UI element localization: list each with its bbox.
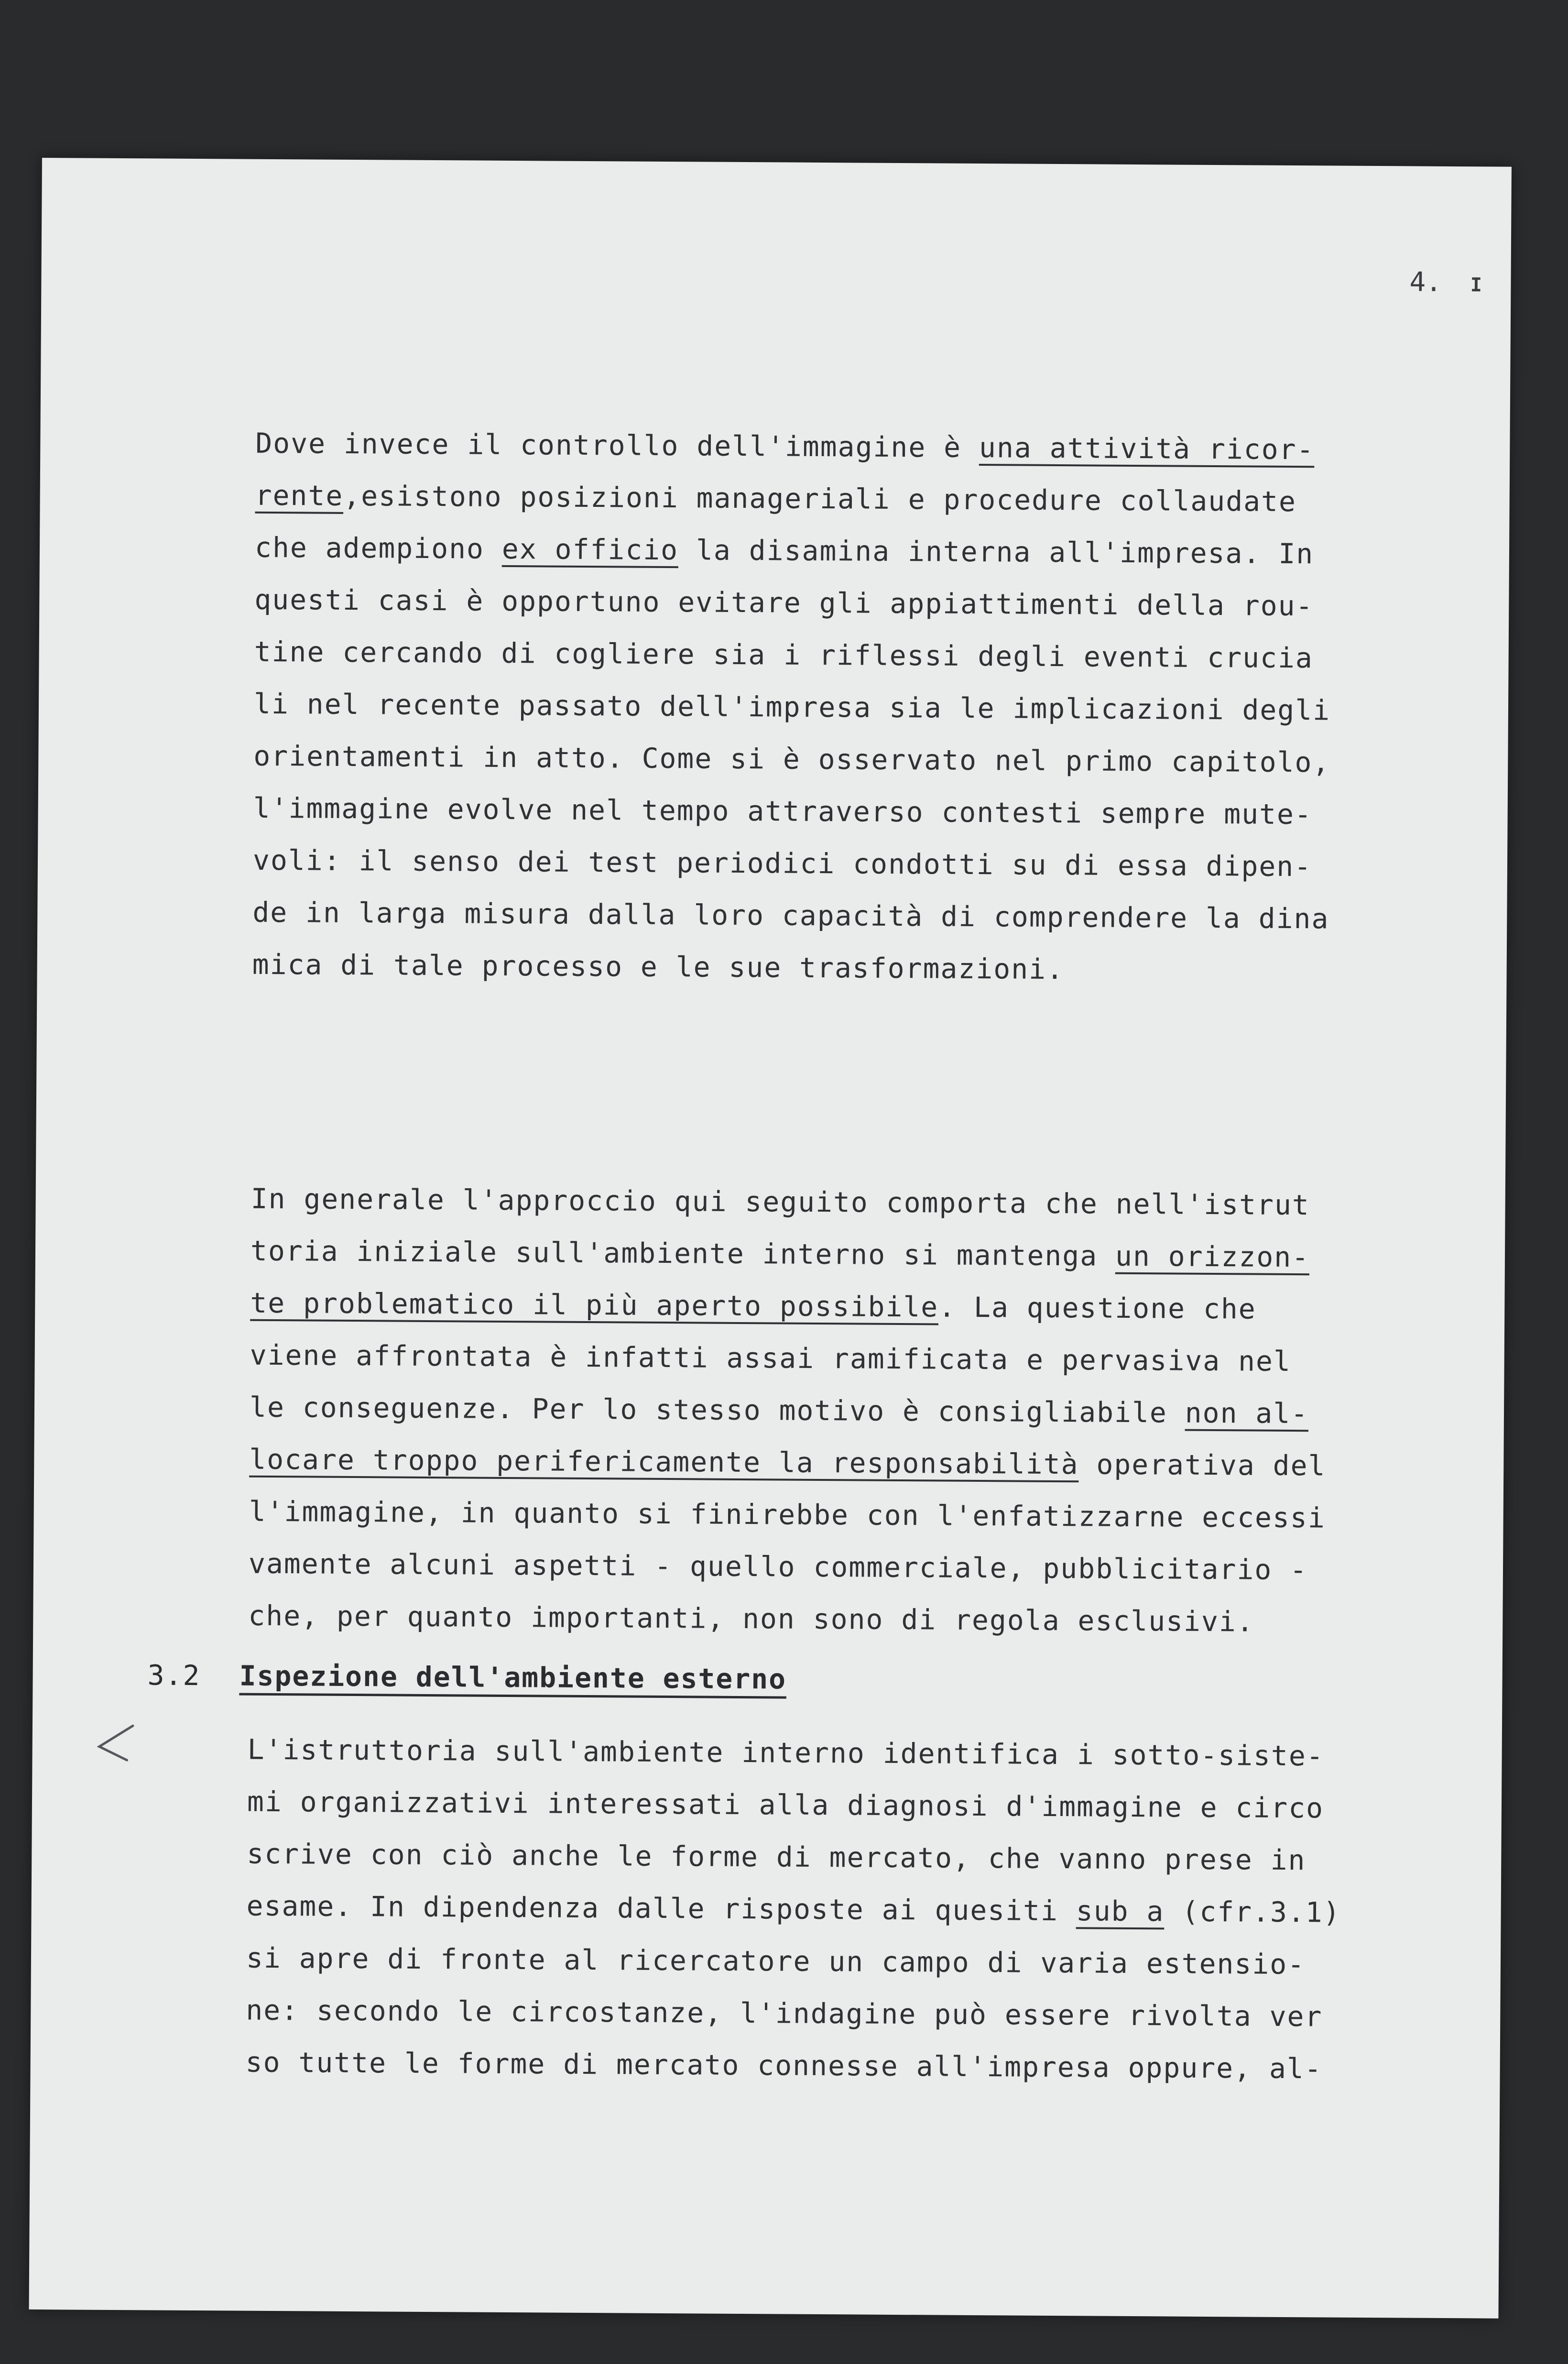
section-title: Ispezione dell'ambiente esterno xyxy=(239,1659,787,1696)
text-line: si apre di fronte al ricercatore un campo di varia estensio- xyxy=(246,1941,1306,1981)
text-line: so tutte le forme di mercato connesse all'impresa oppure, al- xyxy=(245,2046,1322,2085)
underlined-phrase: non al- xyxy=(1185,1396,1309,1430)
section-number: 3.2 xyxy=(147,1659,201,1692)
text-line: ne: secondo le circostanze, l'indagine può essere rivolta ver xyxy=(246,1993,1323,2033)
text-line: tine cercando di cogliere sia i riflessi degli eventi crucia xyxy=(254,635,1314,675)
paragraph-external-environment xyxy=(245,1724,1405,2096)
text-line: In generale l'approccio qui seguito comporta che nell'istrut xyxy=(250,1182,1310,1222)
text-line: viene affrontata è infatti assai ramificata e pervasiva nel xyxy=(250,1338,1292,1378)
text-line: che, per quanto importanti, non sono di regola esclusivi. xyxy=(248,1599,1254,1638)
text-line: vamente alcuni aspetti - quello commerciale, pubblicitario - xyxy=(248,1547,1308,1587)
underlined-phrase: locare troppo perifericamente la responsabilità xyxy=(249,1443,1079,1481)
underlined-phrase: una attività ricor- xyxy=(979,431,1315,466)
text-line: questi casi è opportuno evitare gli appiattimenti della rou- xyxy=(254,583,1314,623)
text-line: te problematico il più aperto possibile. La questione che xyxy=(250,1286,1256,1325)
text-line: rente,esistono posizioni manageriali e procedure collaudate xyxy=(255,479,1297,518)
underlined-phrase: un orizzon- xyxy=(1115,1239,1310,1274)
text-line: L'istruttoria sull'ambiente interno identifica i sotto-siste- xyxy=(247,1733,1324,1773)
text-line: de in larga misura dalla loro capacità di comprendere la dina xyxy=(252,896,1329,935)
text-line: li nel recente passato dell'impresa sia le implicazioni degli xyxy=(253,687,1331,727)
text-line: toria iniziale sull'ambiente interno si mantenga un orizzon- xyxy=(250,1234,1310,1274)
text-line: orientamenti in atto. Come si è osservato nel primo capitolo, xyxy=(253,739,1330,779)
text-line: voli: il senso dei test periodici condotti su di essa dipen- xyxy=(252,843,1312,883)
text-line: che adempiono ex officio la disamina interna all'impresa. In xyxy=(254,531,1314,570)
text-line: le conseguenze. Per lo stesso motivo è consigliabile non al- xyxy=(249,1390,1309,1430)
underlined-phrase: rente xyxy=(255,479,344,512)
pencil-check-mark xyxy=(89,1722,142,1765)
paragraph-general-approach xyxy=(248,1173,1408,1649)
text-line: scrive con ciò anche le forme di mercato, che vanno prese in xyxy=(247,1837,1306,1877)
underlined-phrase: sub a xyxy=(1076,1894,1165,1928)
margin-mark: I xyxy=(1470,274,1482,296)
text-line: l'immagine evolve nel tempo attraverso contesti sempre mute- xyxy=(253,791,1313,831)
paragraph-internal-control xyxy=(252,417,1412,998)
text-line: Dove invece il controllo dell'immagine è una attività ricor- xyxy=(255,427,1315,466)
text-line: mica di tale processo e le sue trasformazioni. xyxy=(252,948,1065,986)
page-number xyxy=(1409,266,1482,298)
underlined-phrase: ex officio xyxy=(501,532,679,567)
underlined-phrase: te problematico il più aperto possibile xyxy=(250,1286,939,1324)
text-line: esame. In dipendenza dalle risposte ai quesiti sub a (cfr.3.1) xyxy=(246,1889,1341,1929)
section-heading xyxy=(147,1659,786,1695)
text-line: l'immagine, in quanto si finirebbe con l'enfatizzarne eccessi xyxy=(249,1495,1326,1534)
text-line: locare troppo perifericamente la responsabilità operativa del xyxy=(249,1443,1326,1482)
page-number-text: 4. xyxy=(1409,266,1442,298)
text-line: mi organizzativi interessati alla diagnosi d'immagine e circo xyxy=(247,1785,1324,1825)
typewritten-page xyxy=(29,158,1512,2319)
